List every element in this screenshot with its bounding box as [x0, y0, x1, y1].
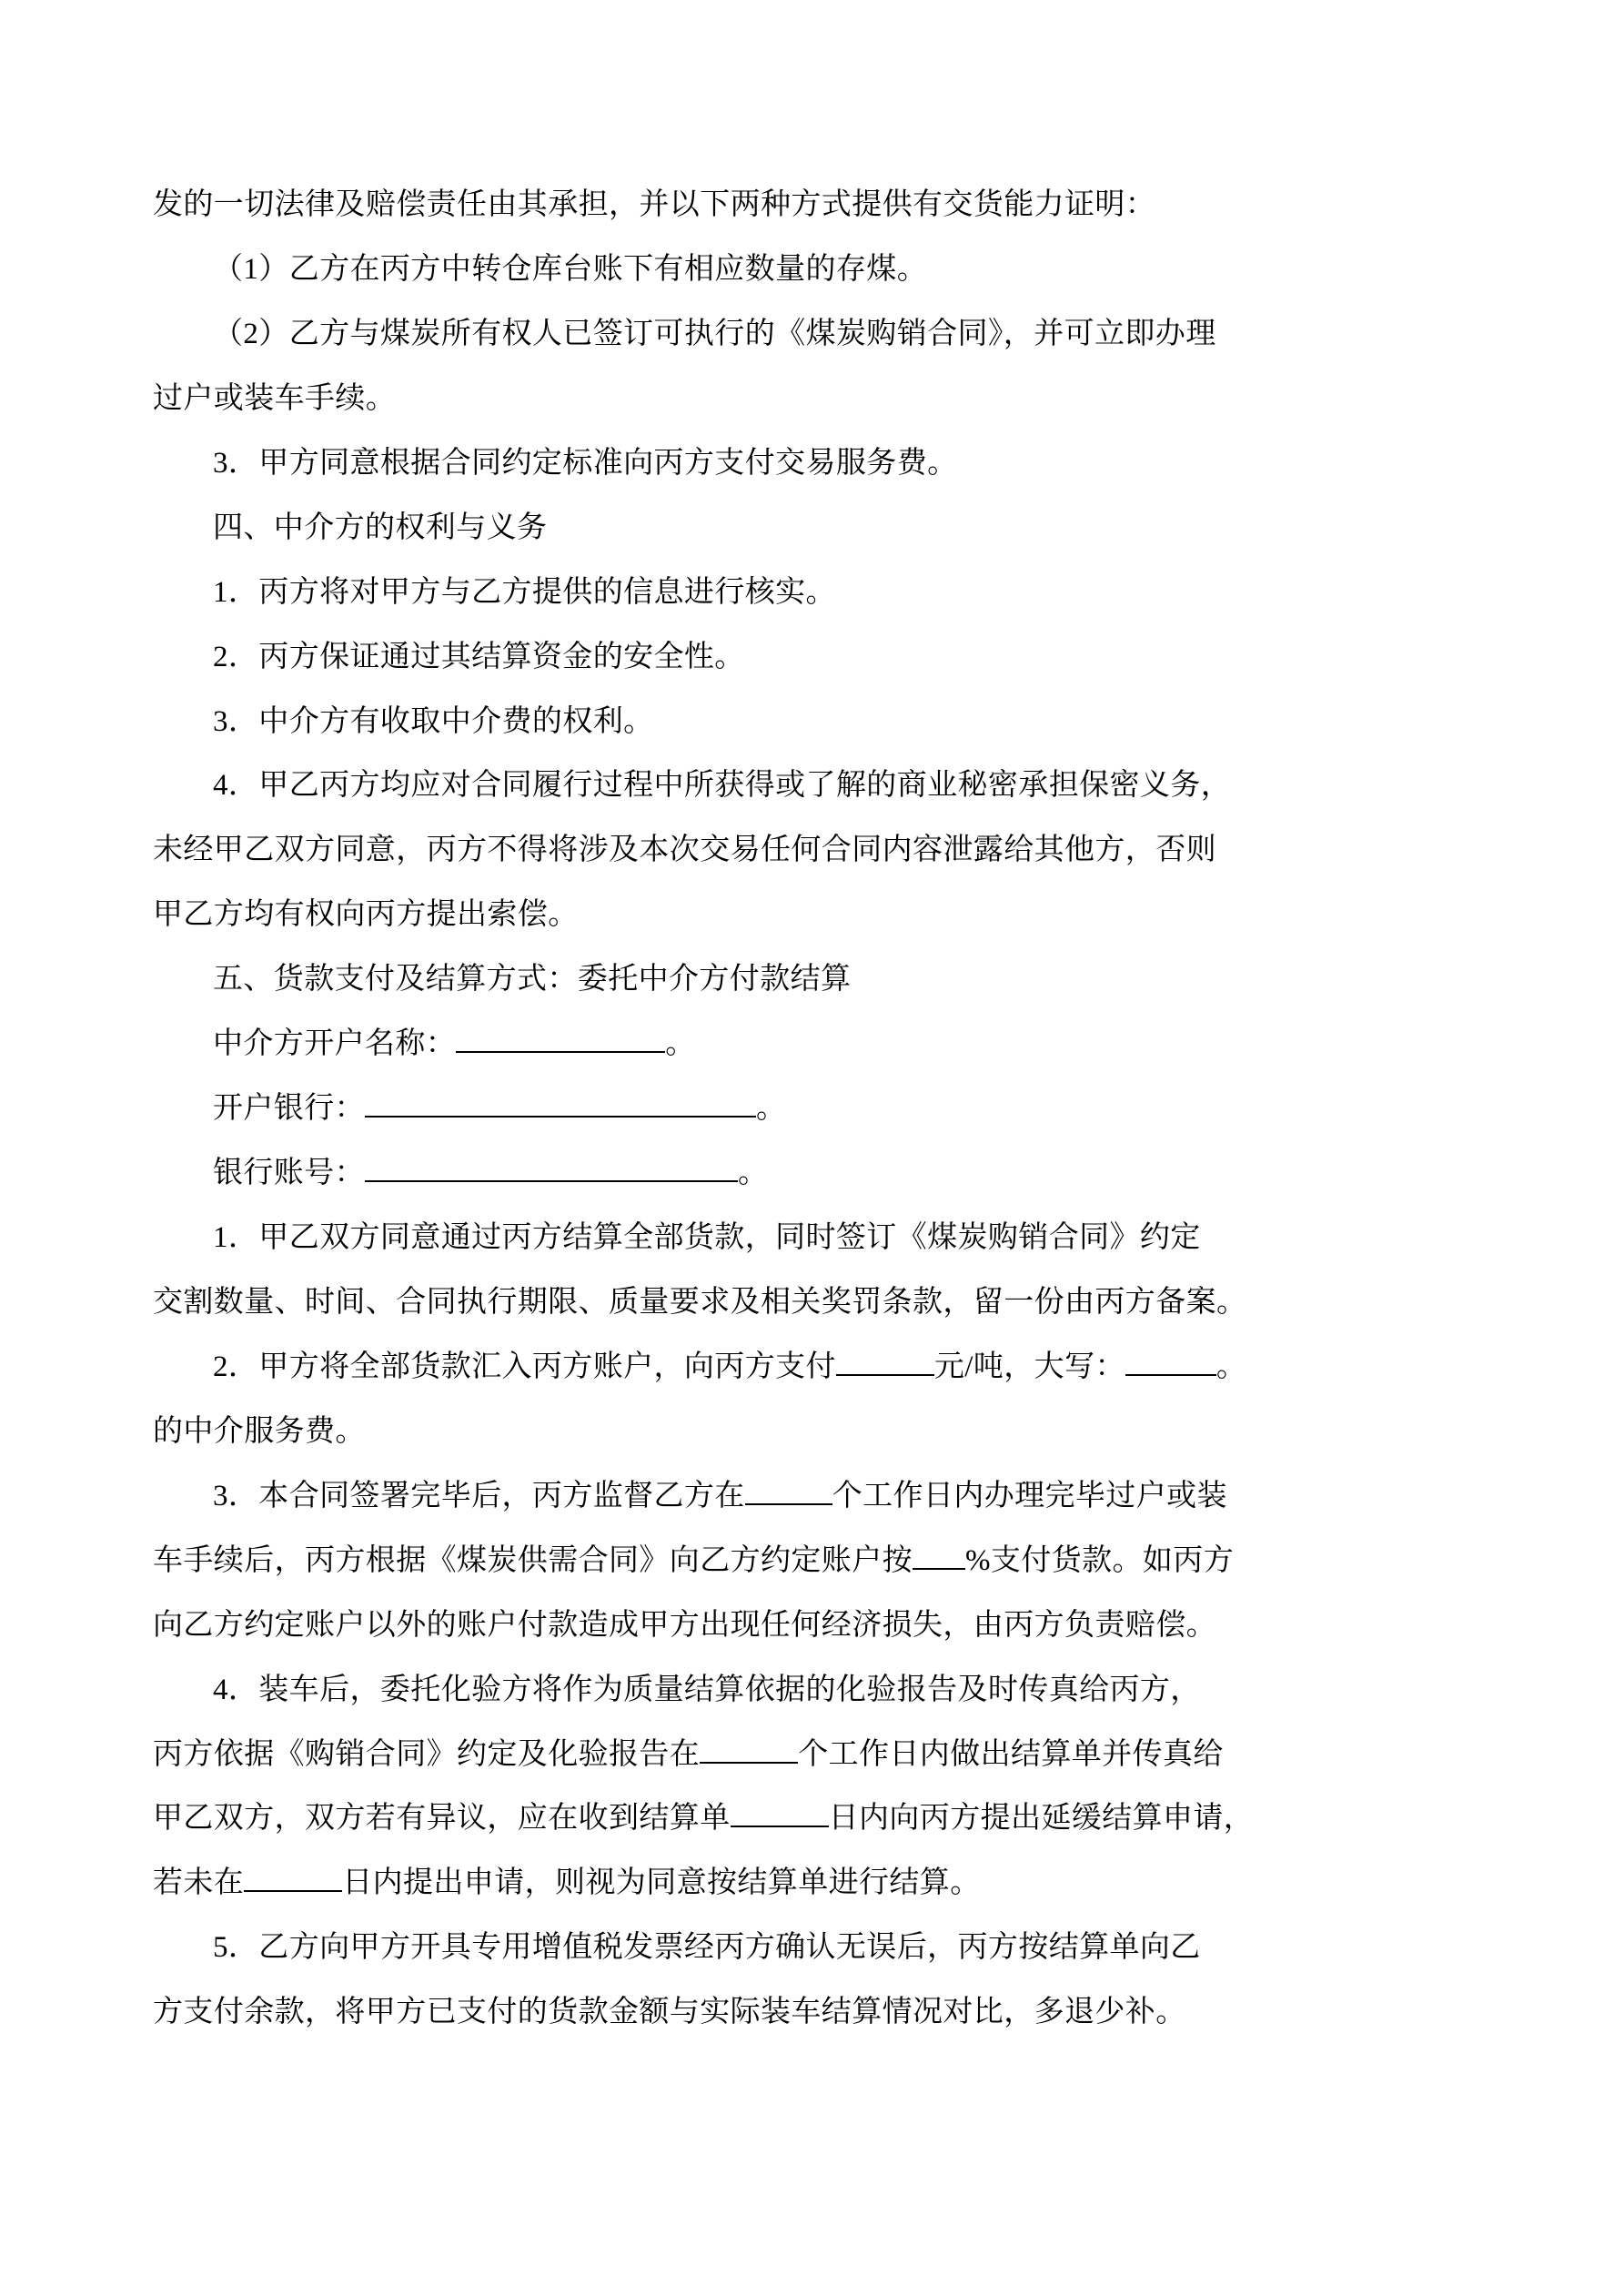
- clause: [153, 1663, 1471, 1912]
- clause-text: %支付货款。如丙方: [965, 1543, 1235, 1577]
- clause-text: 元/吨，大写：: [933, 1350, 1125, 1383]
- clause-line: [153, 1791, 1471, 1846]
- clauses-block: [153, 1210, 1471, 2040]
- intro-paragraphs: [153, 177, 1471, 1007]
- fill-in-blank[interactable]: [365, 1180, 738, 1182]
- clause-text: 。: [1215, 1350, 1247, 1383]
- clause-line: [153, 1920, 1471, 1976]
- bank-field-line: [153, 1017, 1471, 1072]
- clause-line: [153, 1856, 1471, 1911]
- document-body: [153, 177, 1471, 2040]
- bank-field-label: 银行账号：: [213, 1157, 365, 1190]
- clause: [153, 1340, 1471, 1460]
- bank-field-label: 开户银行：: [213, 1092, 365, 1126]
- paragraph: 2．丙方保证通过其结算资金的安全性。: [213, 640, 745, 673]
- paragraph: 五、货款支付及结算方式：委托中介方付款结算: [213, 963, 852, 996]
- clause-line: [153, 1985, 1471, 2040]
- paragraph: 3．中介方有收取中介费的权利。: [213, 704, 654, 738]
- clause-text: 3．本合同签署完毕后，丙方监督乙方在: [213, 1479, 745, 1512]
- paragraph: 未经甲乙双方同意，丙方不得将涉及本次交易任何合同内容泄露给其他方，否则: [153, 834, 1216, 867]
- clause-line: [153, 1340, 1471, 1395]
- clause: [153, 1210, 1471, 1330]
- fill-in-blank[interactable]: [913, 1568, 965, 1570]
- paragraph: 过户或装车手续。: [153, 381, 397, 415]
- bank-field-suffix: 。: [756, 1092, 787, 1126]
- clause-text: 2．甲方将全部货款汇入丙方账户，向丙方支付: [213, 1350, 836, 1383]
- paragraph: 四、中介方的权利与义务: [213, 511, 548, 544]
- clause-text: 方支付余款，将甲方已支付的货款金额与实际装车结算情况对比，多退少补。: [153, 1996, 1186, 2029]
- clause-text: 的中介服务费。: [153, 1414, 366, 1448]
- clause-text: 交割数量、时间、合同执行期限、质量要求及相关奖罚条款，留一份由丙方备案。: [153, 1285, 1247, 1319]
- paragraph: （1）乙方在丙方中转仓库台账下有相应数量的存煤。: [213, 252, 928, 286]
- fill-in-blank[interactable]: [365, 1116, 756, 1118]
- clause-text: 丙方依据《购销合同》约定及化验报告在: [153, 1737, 701, 1771]
- fill-in-blank[interactable]: [1125, 1374, 1216, 1376]
- clause-text: 向乙方约定账户以外的账户付款造成甲方出现任何经济损失，由丙方负责赔偿。: [153, 1608, 1216, 1642]
- clause-text: 5．乙方向甲方开具专用增值税发票经丙方确认无误后，丙方按结算单向乙: [213, 1931, 1201, 1965]
- clause-line: [153, 1727, 1471, 1783]
- paragraph: 3．甲方同意根据合同约定标准向丙方支付交易服务费。: [213, 446, 958, 480]
- clause-text: 日内向丙方提出延缓结算申请，: [828, 1802, 1255, 1836]
- bank-field-suffix: 。: [738, 1157, 769, 1190]
- paragraph: 甲乙方均有权向丙方提出索偿。: [153, 898, 579, 932]
- clause-text: 个工作日内做出结算单并传真给: [798, 1737, 1224, 1771]
- clause-line: [153, 1663, 1471, 1718]
- bank-field-label: 中介方开户名称：: [213, 1027, 457, 1061]
- paragraph: 4．甲乙丙方均应对合同履行过程中所获得或了解的商业秘密承担保密义务，: [213, 769, 1232, 803]
- fill-in-blank[interactable]: [836, 1374, 934, 1376]
- paragraph: 发的一切法律及赔偿责任由其承担，并以下两种方式提供有交货能力证明：: [153, 188, 1156, 221]
- clause-text: 甲乙双方，双方若有异议，应在收到结算单: [153, 1802, 731, 1836]
- clause-line: [153, 1533, 1471, 1589]
- clause-line: [153, 1598, 1471, 1654]
- fill-in-blank[interactable]: [700, 1762, 798, 1764]
- fill-in-blank[interactable]: [456, 1051, 665, 1053]
- clause-text: 个工作日内办理完毕过户或装: [832, 1479, 1227, 1512]
- bank-field-suffix: 。: [665, 1027, 696, 1061]
- clause-text: 4．装车后，委托化验方将作为质量结算依据的化验报告及时传真给丙方，: [213, 1673, 1201, 1706]
- clause: [153, 1469, 1471, 1654]
- clause-text: 车手续后，丙方根据《煤炭供需合同》向乙方约定账户按: [153, 1543, 913, 1577]
- clause-line: [153, 1210, 1471, 1266]
- clause-line: [153, 1275, 1471, 1330]
- bank-field-line: [153, 1146, 1471, 1201]
- clause-text: 1．甲乙双方同意通过丙方结算全部货款，同时签订《煤炭购销合同》约定: [213, 1221, 1201, 1254]
- clause: [153, 1920, 1471, 2040]
- bank-fields-block: [153, 1017, 1471, 1201]
- fill-in-blank[interactable]: [244, 1890, 342, 1892]
- clause-text: 日内提出申请，则视为同意按结算单进行结算。: [342, 1866, 981, 1900]
- bank-field-line: [153, 1081, 1471, 1137]
- paragraph: 1．丙方将对甲方与乙方提供的信息进行核实。: [213, 575, 836, 609]
- clause-line: [153, 1469, 1471, 1524]
- paragraph: （2）乙方与煤炭所有权人已签订可执行的《煤炭购销合同》，并可立即办理: [213, 317, 1216, 350]
- clause-text: 若未在: [153, 1866, 245, 1900]
- fill-in-blank[interactable]: [731, 1826, 829, 1827]
- clause-line: [153, 1404, 1471, 1460]
- fill-in-blank[interactable]: [745, 1503, 832, 1505]
